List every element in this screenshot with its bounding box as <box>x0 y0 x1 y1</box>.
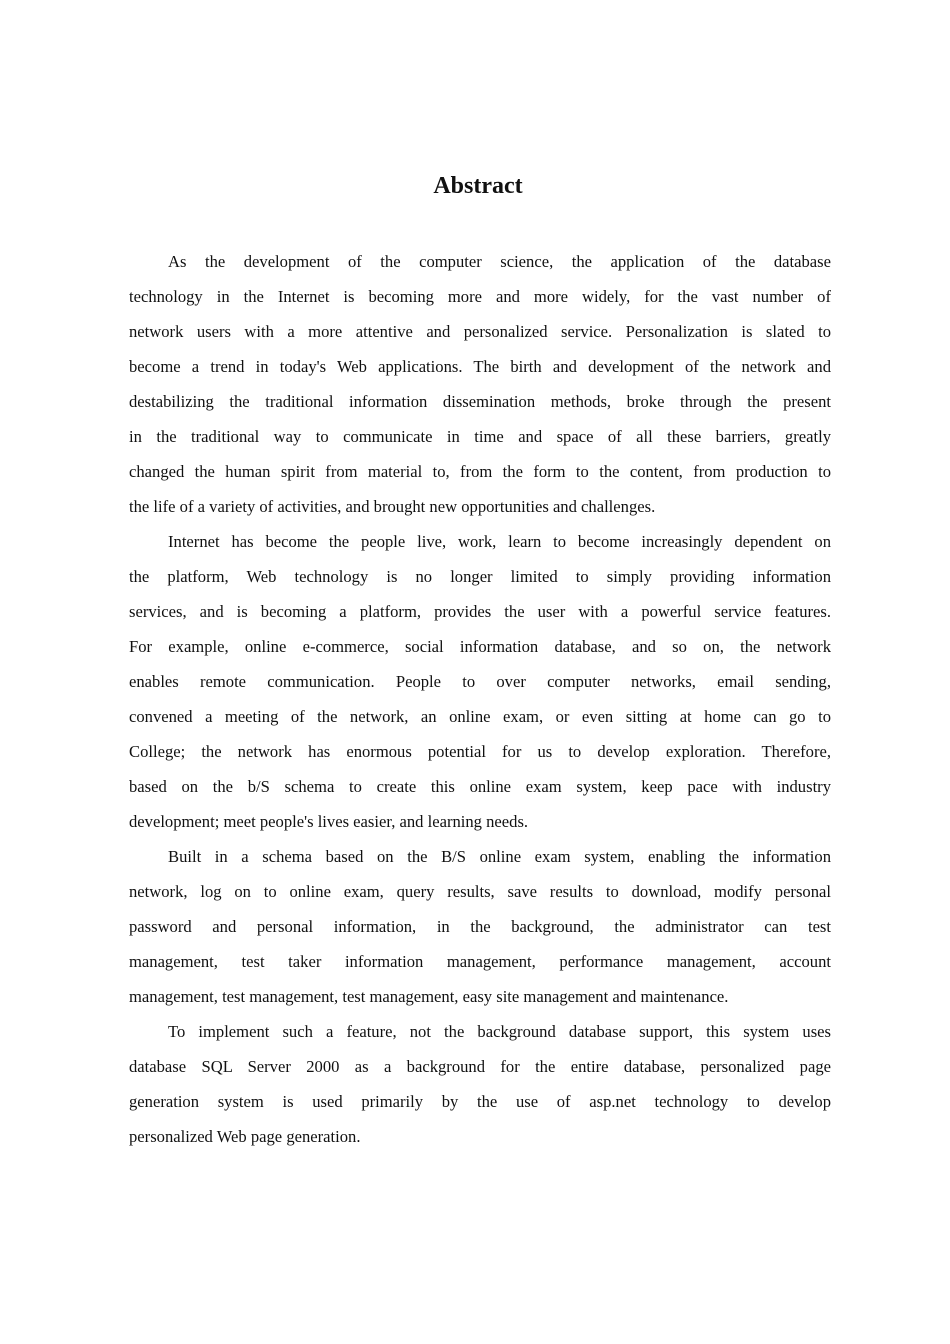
text-line: convened a meeting of the network, an online exam, or even sitting at home can go to <box>129 707 831 726</box>
text-line: database SQL Server 2000 as a background for the entire database, personalized page <box>129 1057 831 1076</box>
text-line: For example, online e-commerce, social information database, and so on, the network <box>129 637 831 656</box>
text-line: management, test taker information management, performance management, account <box>129 952 831 971</box>
text-line: As the development of the computer science, the application of the database <box>168 252 831 271</box>
text-line: enables remote communication. People to over computer networks, email sending, <box>129 672 831 691</box>
paragraph <box>129 839 831 1014</box>
text-line: destabilizing the traditional information dissemination methods, broke through the present <box>129 392 831 411</box>
text-line: changed the human spirit from material to, from the form to the content, from production to <box>129 462 831 481</box>
text-line: network, log on to online exam, query results, save results to download, modify personal <box>129 882 831 901</box>
text-line: the platform, Web technology is no longer limited to simply providing information <box>129 567 831 586</box>
text-line: the life of a variety of activities, and brought new opportunities and challenges. <box>129 497 656 516</box>
text-line: services, and is becoming a platform, provides the user with a powerful service features. <box>129 602 831 621</box>
text-line: Internet has become the people live, work, learn to become increasingly dependent on <box>168 532 831 551</box>
text-line: technology in the Internet is becoming more and more widely, for the vast number of <box>129 287 831 306</box>
paragraph <box>129 1014 831 1154</box>
text-line: become a trend in today's Web applications. The birth and development of the network and <box>129 357 831 376</box>
text-line: management, test management, test management, easy site management and maintenance. <box>129 987 729 1006</box>
text-line: network users with a more attentive and personalized service. Personalization is slated to <box>129 322 831 341</box>
text-line: in the traditional way to communicate in time and space of all these barriers, greatly <box>129 427 831 446</box>
text-line: based on the b/S schema to create this online exam system, keep pace with industry <box>129 777 831 796</box>
text-line: generation system is used primarily by the use of asp.net technology to develop <box>129 1092 831 1111</box>
paragraph <box>129 524 831 839</box>
text-line: To implement such a feature, not the background database support, this system uses <box>168 1022 831 1041</box>
paragraph <box>129 244 831 524</box>
page-title: Abstract <box>433 173 523 199</box>
abstract-body <box>129 244 831 1154</box>
text-line: development; meet people's lives easier, and learning needs. <box>129 812 529 831</box>
text-line: personalized Web page generation. <box>129 1127 361 1146</box>
text-line: password and personal information, in the background, the administrator can test <box>129 917 831 936</box>
text-line: Built in a schema based on the B/S online exam system, enabling the information <box>168 847 831 866</box>
text-line: College; the network has enormous potential for us to develop exploration. Therefore, <box>129 742 831 761</box>
